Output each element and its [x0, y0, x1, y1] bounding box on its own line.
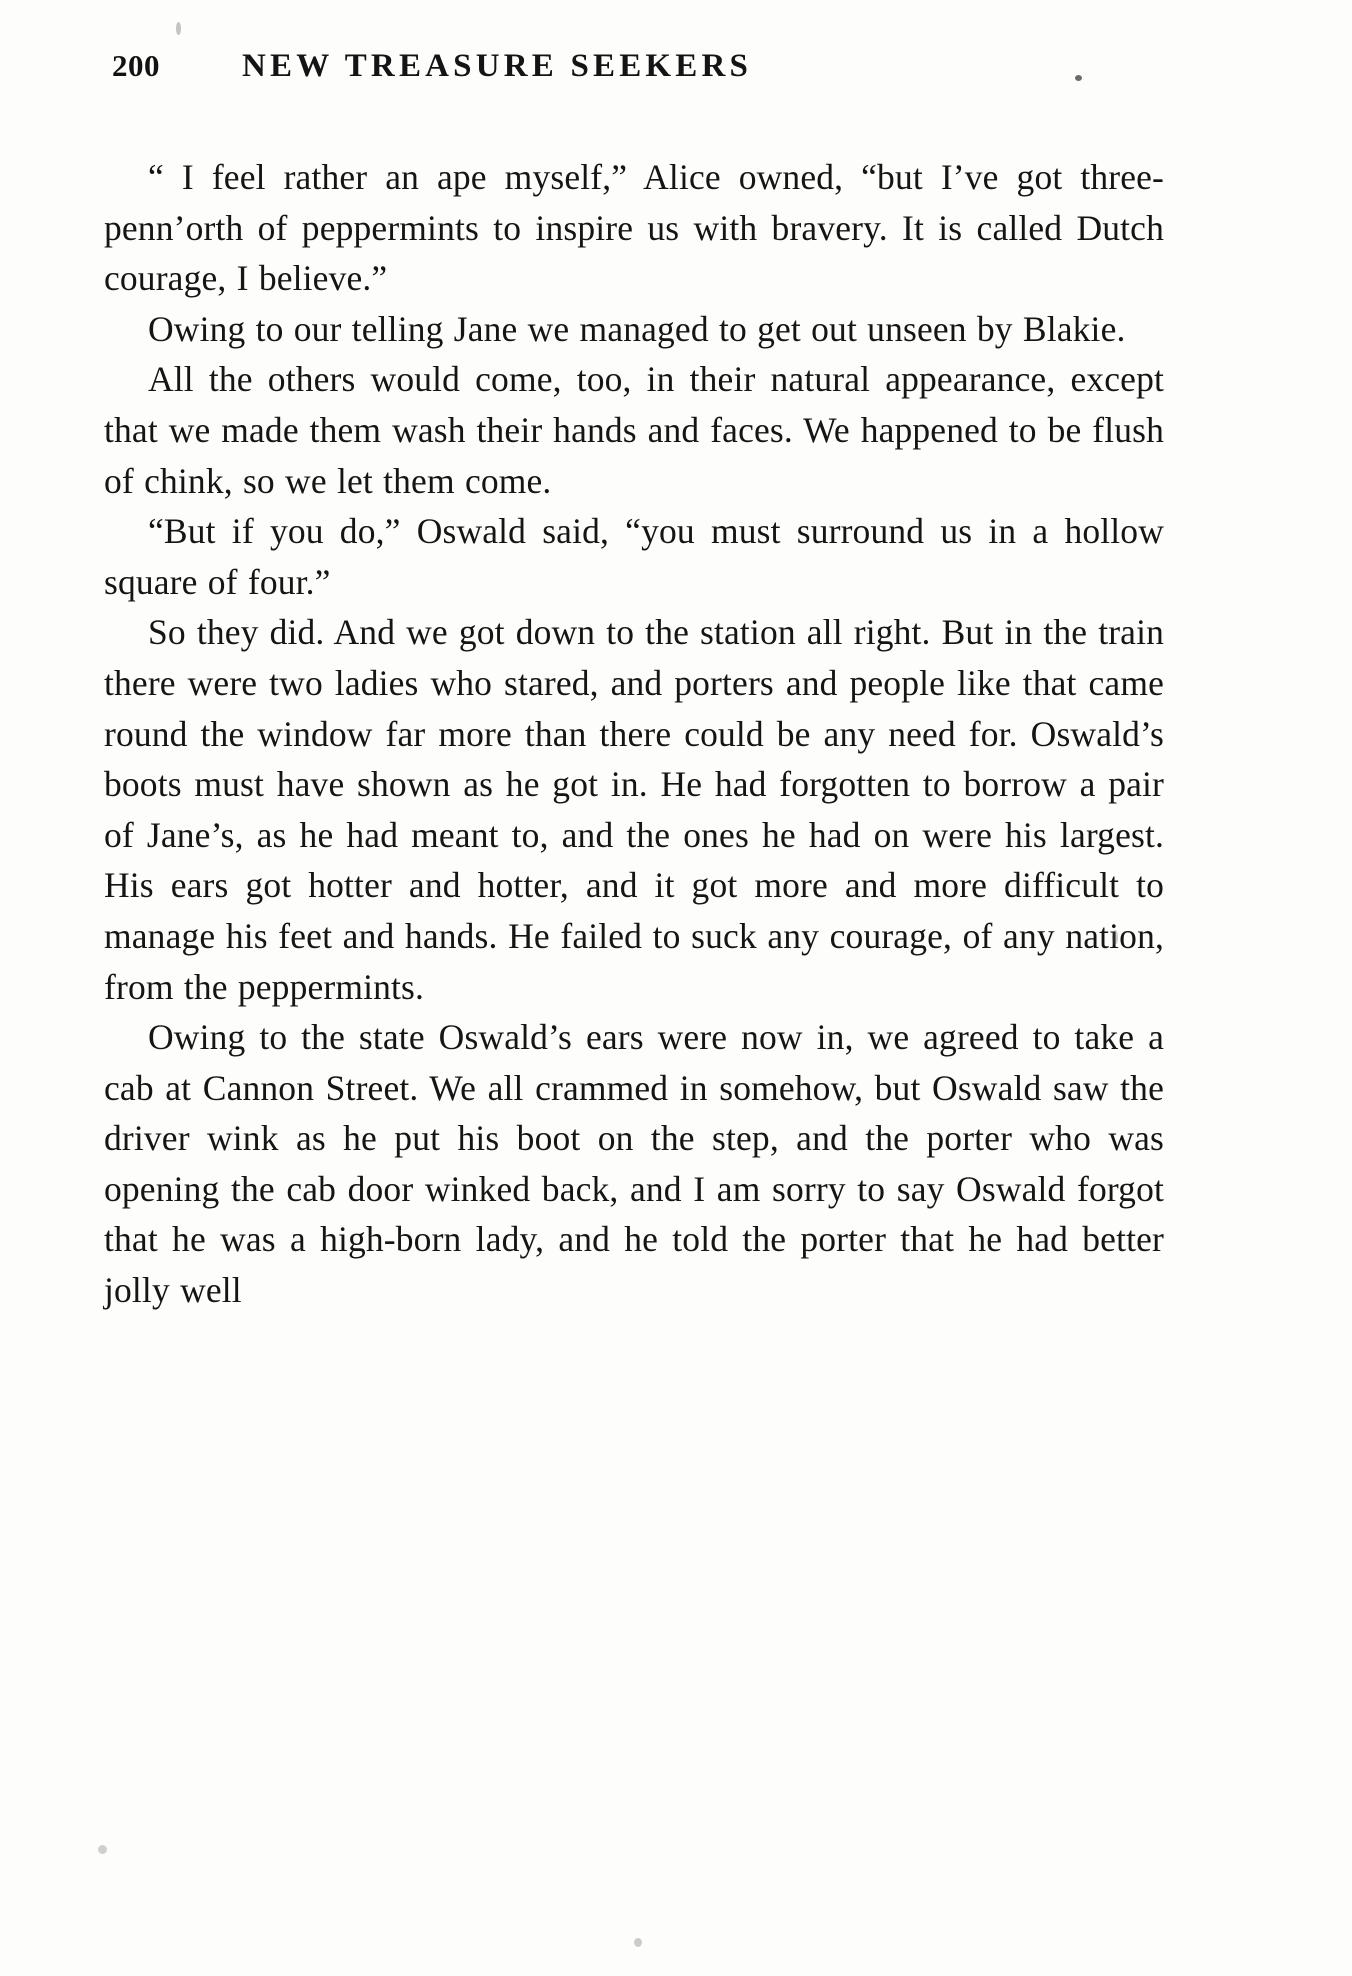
paragraph: So they did. And we got down to the station all right. But in the train there were two ladies who stared, and porters and people like that came round the window far more than there could be any need for. Oswald’s boots must have shown as he got in. He had forgotten to borrow a pair of Jane’s, as he had meant to, and the ones he had on were his largest. His ears got hotter and hotter, and it got more and more difficult to manage his feet and hands. He failed to suck any courage, of any nation, from the peppermints.	[104, 612, 1164, 1007]
scan-speck	[176, 22, 181, 35]
paragraph: “But if you do,” Oswald said, “you must surround us in a hollow square of four.”	[104, 511, 1164, 602]
scan-speck	[98, 1845, 107, 1854]
header-dot-artifact	[1075, 75, 1082, 81]
scan-speck	[634, 1938, 642, 1947]
scan-speck	[1112, 930, 1118, 945]
page-header	[112, 48, 1112, 85]
paragraph: Owing to the state Oswald’s ears were now in, we agreed to take a cab at Cannon Street. We all crammed in somehow, but Oswald saw the driver wink as he put his boot on the step, and the porter who was opening the cab door winked back, and I am sorry to say Oswald forgot that he was a high-born lady, and he told the porter that he had better jolly well	[104, 1017, 1164, 1311]
paragraph: “ I feel rather an ape myself,” Alice owned, “but I’ve got three-penn’orth of peppermints to inspire us with bravery. It is called Dutch courage, I believe.”	[104, 157, 1164, 299]
paragraph: All the others would come, too, in their natural appearance, except that we made them wash their hands and faces. We happened to be flush of chink, so we let them come.	[104, 359, 1164, 501]
page-number: 200	[112, 48, 160, 83]
body-text	[104, 152, 1164, 1316]
running-title: NEW TREASURE SEEKERS	[242, 48, 753, 84]
paragraph: Owing to our telling Jane we managed to get out unseen by Blakie.	[148, 308, 1126, 349]
